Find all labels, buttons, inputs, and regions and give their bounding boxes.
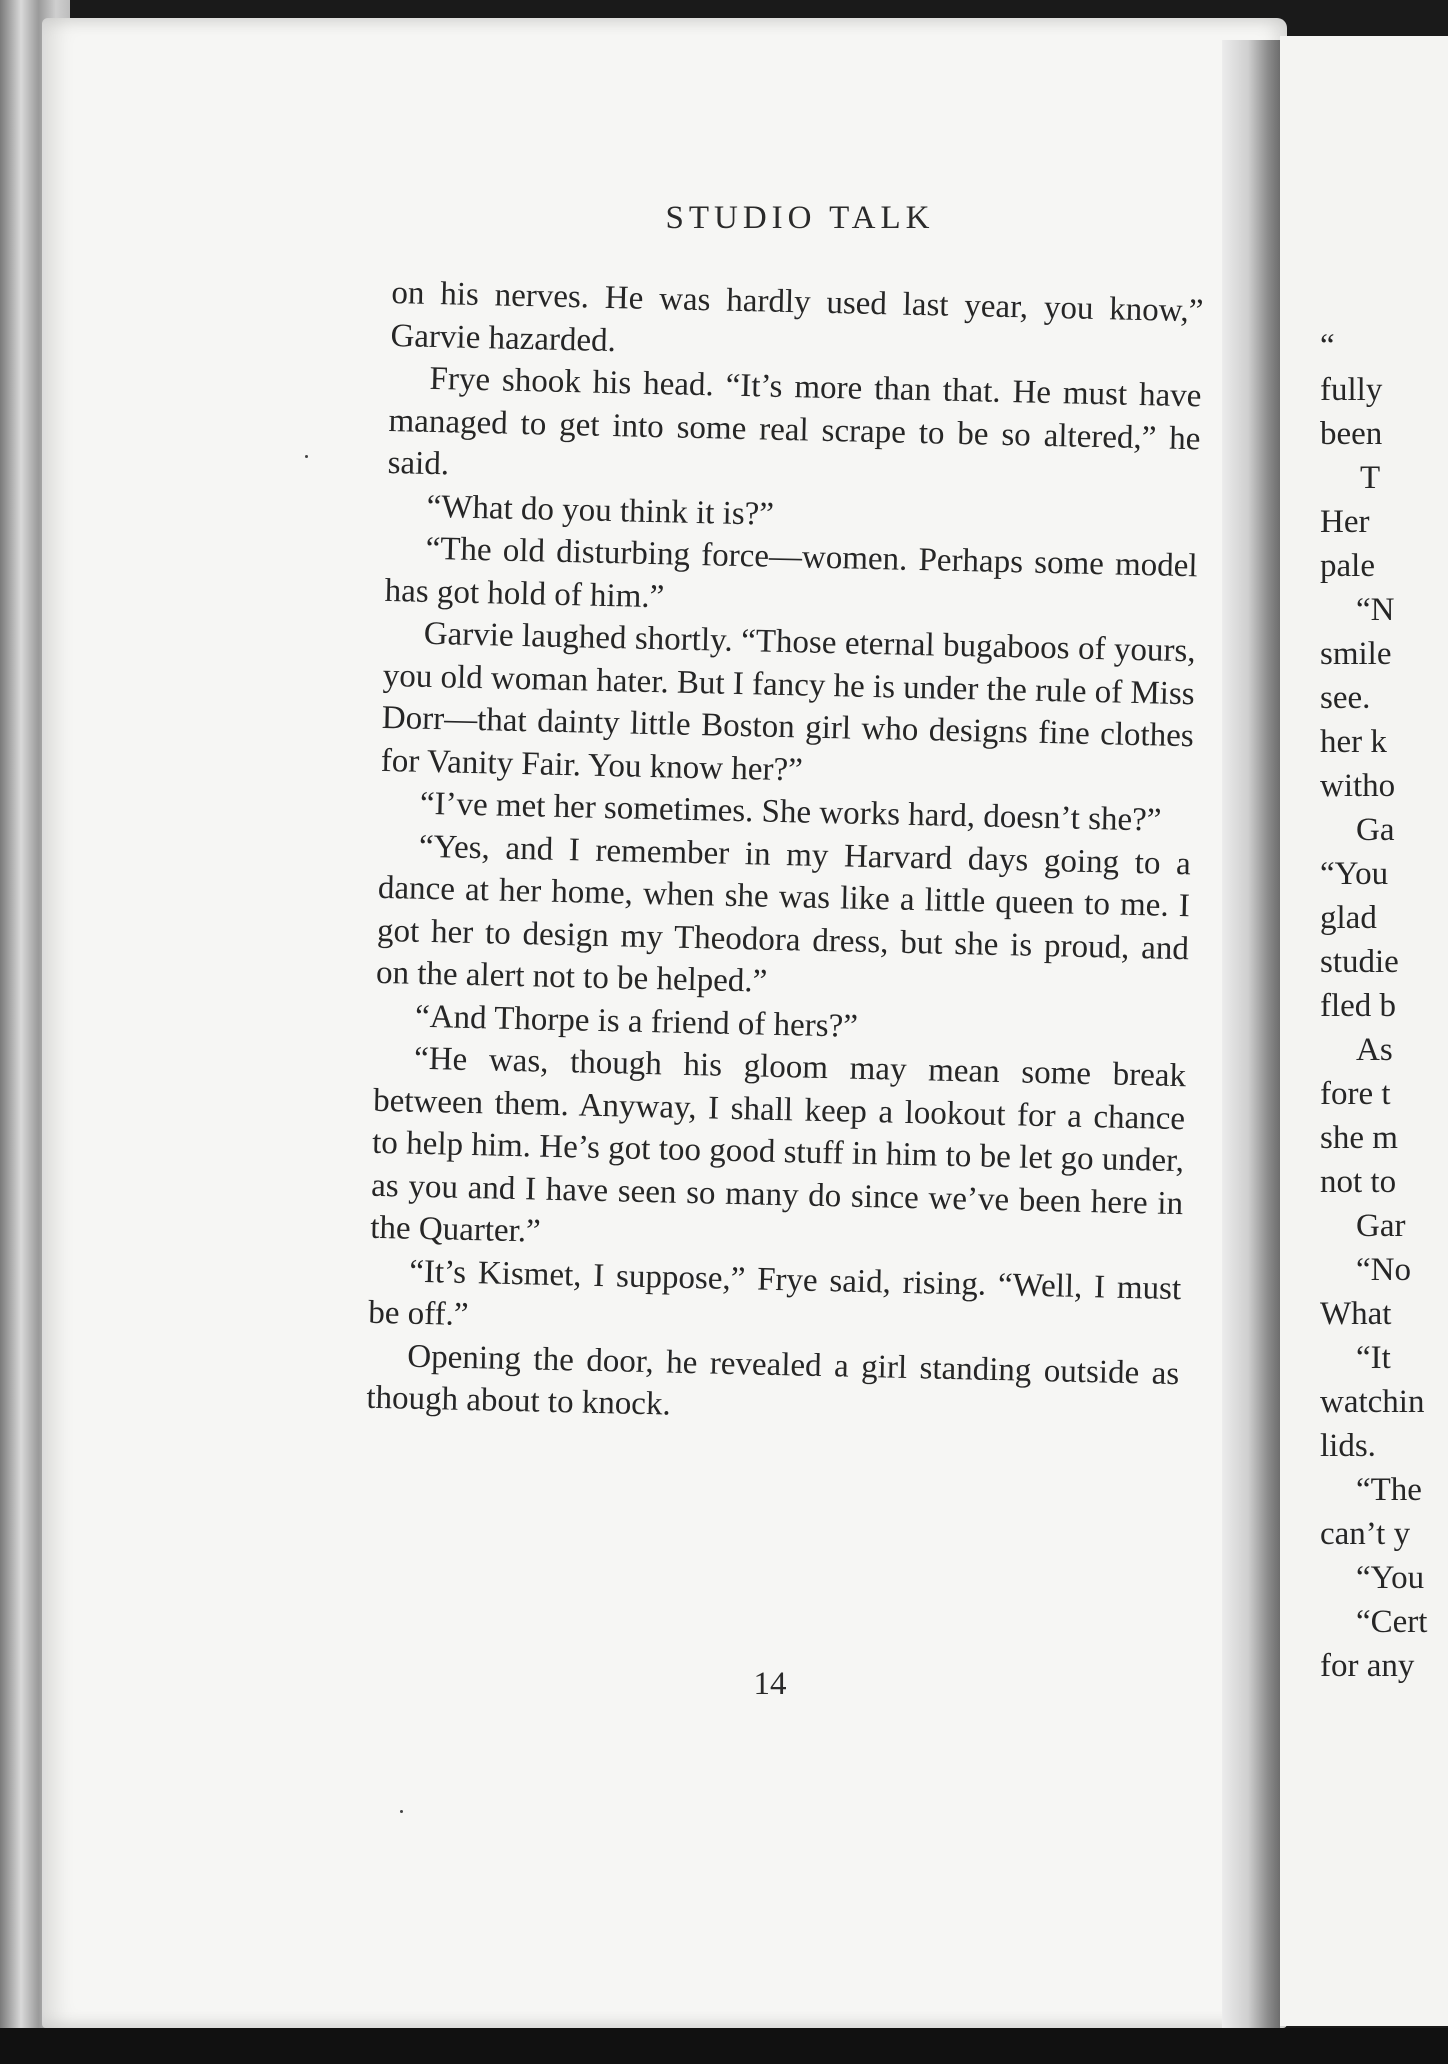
facing-line: “You <box>1320 856 1389 892</box>
facing-line: As <box>1356 1032 1393 1068</box>
page-number: 14 <box>753 1666 787 1702</box>
paragraph: “Yes, and I remember in my Harvard days going to a dance at her home, when she was like a little queen to me. I got her to design my Theodora dress, but she is proud, and on the alert not to be helped.” <box>375 828 1192 1000</box>
facing-line: lids. <box>1320 1428 1376 1464</box>
facing-line: her k <box>1320 724 1387 760</box>
facing-line: she m <box>1320 1120 1398 1156</box>
paragraph: Opening the door, he revealed a girl standing outside as though about to knock. <box>366 1338 1180 1423</box>
book-gutter <box>1222 40 1280 2030</box>
facing-line: fled b <box>1320 988 1397 1024</box>
facing-line: for any <box>1320 1648 1415 1684</box>
facing-line: fore t <box>1320 1076 1391 1112</box>
facing-line: “You <box>1356 1560 1425 1596</box>
facing-line: witho <box>1320 768 1396 804</box>
facing-line: can’t y <box>1320 1516 1411 1552</box>
facing-line: smile <box>1320 636 1392 672</box>
facing-line: “Cert <box>1356 1604 1428 1640</box>
right-page <box>1280 36 1448 2026</box>
facing-line: watchin <box>1320 1384 1425 1420</box>
body-text <box>366 272 1204 1438</box>
paragraph: “What do you think it is?” <box>426 488 775 533</box>
paragraph: “It’s Kismet, I suppose,” Frye said, rising. “Well, I must be off.” <box>367 1253 1182 1334</box>
bottom-shadow <box>0 2028 1448 2064</box>
facing-line: “The <box>1356 1472 1422 1508</box>
facing-line: “No <box>1356 1252 1411 1288</box>
paragraph: “He was, though his gloom may mean some break between them. Anyway, I shall keep a lookout for a chance to help him. He’s got too good stuff in him to be let go under, as you and I have seen so many do since we’ve been here in the Quarter.” <box>369 1040 1187 1250</box>
facing-line: been <box>1320 416 1383 452</box>
facing-line: see. <box>1320 680 1371 716</box>
facing-line: pale <box>1320 548 1375 584</box>
paragraph: Garvie laughed shortly. “Those eternal bugaboos of yours, you old woman hater. But I fancy he is under the rule of Miss Dorr—that dainty little Boston girl who designs fine clothes for Vanity Fair. You know her?” <box>380 615 1197 788</box>
facing-line: What <box>1320 1296 1392 1332</box>
paragraph: on his nerves. He was hardly used last year, you know,” Garvie hazarded. <box>390 274 1204 359</box>
facing-line: Ga <box>1356 812 1395 848</box>
facing-line: glad <box>1320 900 1377 936</box>
facing-line: studie <box>1320 944 1399 980</box>
facing-page-text <box>1320 324 1448 1688</box>
facing-line: Her <box>1320 504 1370 540</box>
paper-speck <box>400 1810 403 1813</box>
facing-line: “N <box>1356 592 1395 628</box>
running-head: STUDIO TALK <box>665 200 935 236</box>
paragraph: “I’ve met her sometimes. She works hard, doesn’t she?” <box>419 785 1162 839</box>
paper-speck <box>305 455 308 458</box>
paragraph: “And Thorpe is a friend of hers?” <box>414 998 859 1045</box>
facing-line: Gar <box>1356 1208 1406 1244</box>
facing-line: “It <box>1356 1340 1391 1376</box>
facing-line: T <box>1360 460 1381 496</box>
facing-line: fully <box>1320 372 1383 408</box>
paragraph: Frye shook his head. “It’s more than that. He must have managed to get into some real scrape to be so altered,” he said. <box>387 360 1202 483</box>
facing-line: “ <box>1320 328 1335 364</box>
paragraph: “The old disturbing force—women. Perhaps some model has got hold of him.” <box>384 530 1198 615</box>
facing-line: not to <box>1320 1164 1397 1200</box>
